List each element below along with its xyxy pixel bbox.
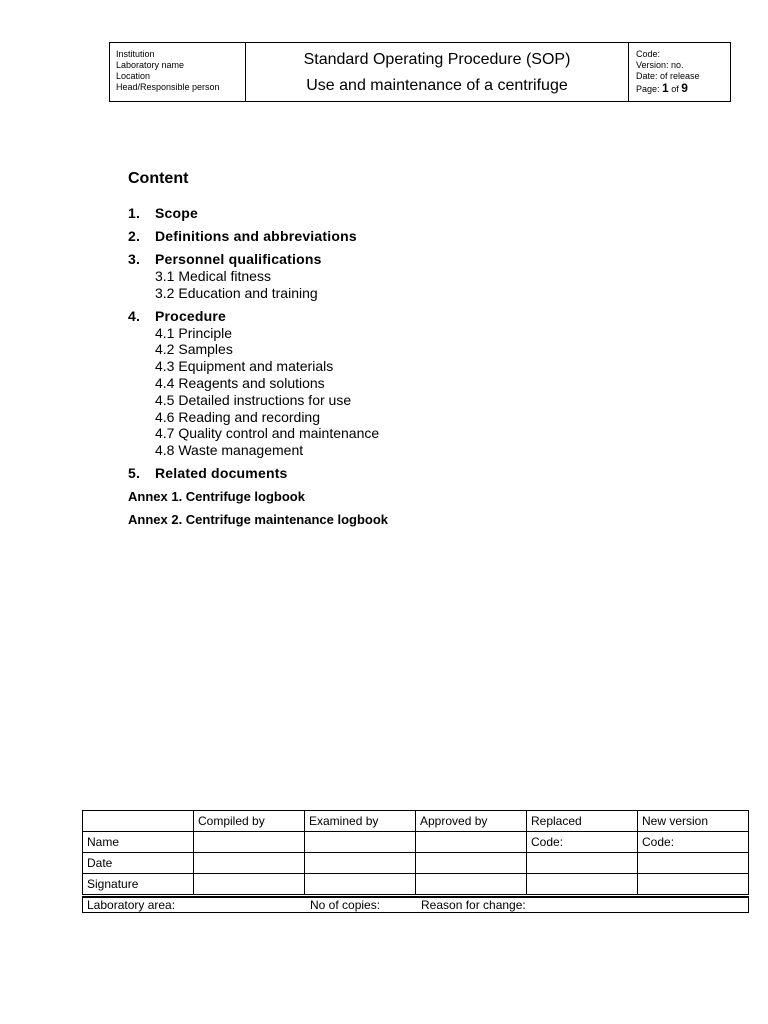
header-subtitle: Use and maintenance of a centrifuge	[306, 77, 568, 94]
header-title: Standard Operating Procedure (SOP)	[303, 51, 571, 68]
page-total: 9	[681, 81, 688, 95]
toc-section-title: Scope	[155, 205, 199, 221]
toc-annex: Annex 1. Centrifuge logbook	[128, 488, 305, 504]
toc-section-heading	[128, 205, 628, 222]
approval-cell	[638, 853, 749, 874]
approval-cell	[305, 874, 416, 896]
toc-section	[128, 465, 628, 482]
approval-row	[83, 874, 749, 896]
toc-section	[128, 308, 628, 459]
reason-label: Reason for change:	[421, 898, 526, 912]
toc-subsection: 4.7 Quality control and maintenance	[155, 425, 380, 442]
toc-section-title: Definitions and abbreviations	[155, 228, 357, 244]
approval-footer-row	[82, 897, 749, 913]
toc-subsection: 4.3 Equipment and materials	[155, 358, 334, 375]
toc-subsection: 4.1 Principle	[155, 324, 233, 341]
page-label: Page:	[636, 84, 660, 94]
toc-subsection: 4.6 Reading and recording	[155, 408, 321, 425]
header-version: Version: no.	[636, 60, 684, 70]
toc-section-heading	[128, 308, 628, 325]
approval-row	[83, 853, 749, 874]
header-location: Location	[116, 71, 151, 81]
approval-cell	[527, 874, 638, 896]
toc-subsection: 3.2 Education and training	[155, 284, 318, 301]
approval-cell	[638, 874, 749, 896]
toc-annex: Annex 2. Centrifuge maintenance logbook	[128, 511, 389, 527]
approval-column-header: Replaced	[527, 811, 638, 832]
approval-cell	[416, 832, 527, 853]
approval-column-header: Examined by	[305, 811, 416, 832]
content-title: Content	[128, 170, 189, 187]
header-lab-name: Laboratory name	[116, 60, 185, 70]
approval-cell	[194, 832, 305, 853]
toc-section-title: Procedure	[155, 307, 227, 324]
approval-cell	[194, 853, 305, 874]
toc-subsection: 3.1 Medical fitness	[155, 268, 271, 284]
header-meta-block	[629, 43, 730, 101]
header-code: Code:	[636, 49, 661, 59]
toc-subsection: 4.8 Waste management	[155, 442, 304, 459]
approval-column-header	[83, 811, 194, 832]
toc-section-number: 4.	[128, 307, 141, 324]
lab-area-label: Laboratory area:	[87, 898, 176, 912]
header-institution: Institution	[116, 49, 155, 59]
toc-section	[128, 205, 628, 222]
approval-column-header: Compiled by	[194, 811, 305, 832]
approval-cell	[305, 853, 416, 874]
approval-column-header: Approved by	[416, 811, 527, 832]
approval-row-label: Signature	[83, 874, 194, 896]
toc-section-number: 1.	[128, 205, 141, 221]
header-date: Date: of release	[636, 71, 700, 81]
toc-section-heading	[128, 251, 628, 268]
document-header	[109, 42, 731, 102]
approval-cell	[194, 874, 305, 896]
toc-section-number: 2.	[128, 228, 141, 244]
approval-row-label: Name	[83, 832, 194, 853]
approval-cell	[416, 853, 527, 874]
header-page	[636, 83, 730, 95]
approval-cell: Code:	[527, 832, 638, 853]
toc-section-title: Related documents	[155, 464, 288, 481]
page-of: of	[671, 84, 679, 94]
approval-table	[82, 810, 749, 897]
toc-section-title: Personnel qualifications	[155, 251, 322, 267]
approval-column-header: New version	[638, 811, 749, 832]
page-number: 1	[662, 81, 669, 95]
approval-row	[83, 832, 749, 853]
toc-subsection: 4.5 Detailed instructions for use	[155, 391, 352, 408]
toc-subsection: 4.2 Samples	[155, 341, 233, 358]
header-title-block	[246, 43, 629, 101]
toc-subsection: 4.4 Reagents and solutions	[155, 374, 325, 391]
toc-section-heading	[128, 228, 628, 245]
header-institution-block	[110, 43, 246, 101]
toc-section-number: 3.	[128, 251, 141, 267]
table-of-contents	[128, 205, 628, 534]
header-responsible: Head/Responsible person	[116, 82, 220, 92]
copies-label: No of copies:	[310, 898, 381, 912]
approval-row-label: Date	[83, 853, 194, 874]
toc-section	[128, 228, 628, 245]
toc-section	[128, 251, 628, 302]
toc-section-number: 5.	[128, 464, 141, 481]
approval-cell: Code:	[638, 832, 749, 853]
approval-cell	[527, 853, 638, 874]
toc-section-heading	[128, 465, 628, 482]
approval-cell	[416, 874, 527, 896]
approval-cell	[305, 832, 416, 853]
approval-header-row	[83, 811, 749, 832]
